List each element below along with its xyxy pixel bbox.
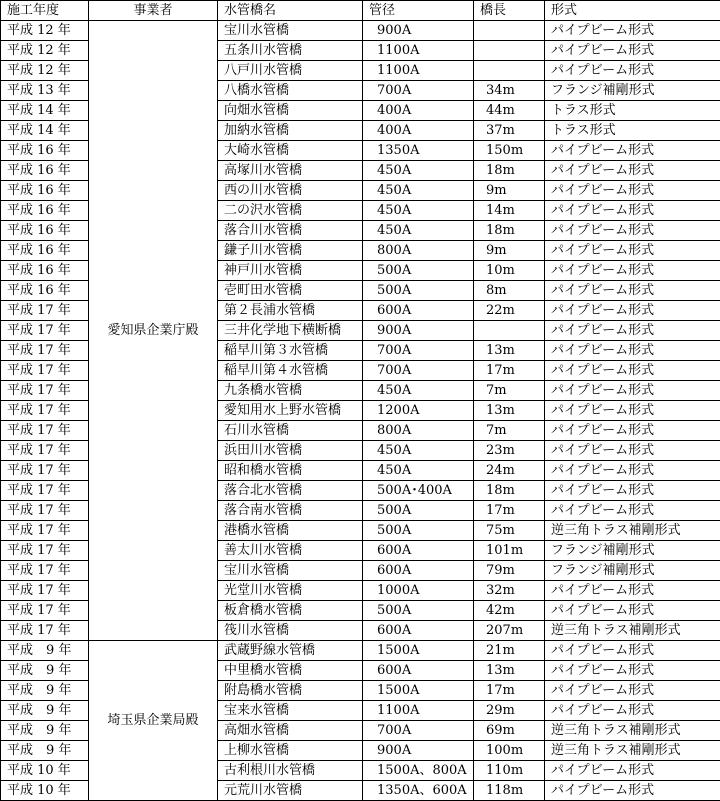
cell-type: パイプビーム形式 [545, 461, 720, 481]
cell-length: 8m [474, 281, 545, 301]
cell-type: パイプビーム形式 [545, 401, 720, 421]
cell-diameter: 600A [363, 561, 474, 581]
header-length: 橋長 [474, 1, 545, 21]
cell-type: 逆三角トラス補剛形式 [545, 621, 720, 641]
cell-type: パイプビーム形式 [545, 601, 720, 621]
cell-length: 110m [474, 761, 545, 781]
cell-bridge: 落合北水管橋 [218, 481, 363, 501]
cell-type: パイプビーム形式 [545, 781, 720, 801]
cell-year: 平成 16 年 [1, 201, 89, 221]
cell-type: フランジ補剛形式 [545, 541, 720, 561]
cell-type: パイプビーム形式 [545, 581, 720, 601]
table-row [1, 21, 720, 41]
cell-year: 平成 16 年 [1, 261, 89, 281]
cell-type: パイプビーム形式 [545, 281, 720, 301]
cell-length: 32m [474, 581, 545, 601]
cell-bridge: 上柳水管橋 [218, 741, 363, 761]
cell-type: フランジ補剛形式 [545, 561, 720, 581]
cell-year: 平成 16 年 [1, 221, 89, 241]
cell-year: 平成 9 年 [1, 721, 89, 741]
cell-length: 7m [474, 421, 545, 441]
cell-type: トラス形式 [545, 101, 720, 121]
cell-year: 平成 16 年 [1, 161, 89, 181]
cell-year: 平成 9 年 [1, 661, 89, 681]
cell-year: 平成 16 年 [1, 141, 89, 161]
cell-bridge: 九条橋水管橋 [218, 381, 363, 401]
cell-type: パイプビーム形式 [545, 201, 720, 221]
cell-length: 13m [474, 341, 545, 361]
cell-type: 逆三角トラス補剛形式 [545, 521, 720, 541]
cell-diameter: 1100A [363, 701, 474, 721]
cell-length: 7m [474, 381, 545, 401]
cell-diameter: 1000A [363, 581, 474, 601]
cell-diameter: 450A [363, 221, 474, 241]
cell-diameter: 1100A [363, 41, 474, 61]
cell-type: パイプビーム形式 [545, 661, 720, 681]
cell-diameter: 450A [363, 381, 474, 401]
cell-bridge: 神戸川水管橋 [218, 261, 363, 281]
cell-diameter: 600A [363, 661, 474, 681]
cell-year: 平成 17 年 [1, 481, 89, 501]
cell-type: パイプビーム形式 [545, 241, 720, 261]
cell-bridge: 西の川水管橋 [218, 181, 363, 201]
cell-diameter: 1200A [363, 401, 474, 421]
cell-length: 75m [474, 521, 545, 541]
cell-bridge: 二の沢水管橋 [218, 201, 363, 221]
cell-length: 24m [474, 461, 545, 481]
cell-year: 平成 9 年 [1, 681, 89, 701]
cell-type: パイプビーム形式 [545, 361, 720, 381]
cell-length: 21m [474, 641, 545, 661]
cell-bridge: 加納水管橋 [218, 121, 363, 141]
cell-bridge: 附島橋水管橋 [218, 681, 363, 701]
cell-length: 18m [474, 481, 545, 501]
cell-bridge: 稲早川第３水管橋 [218, 341, 363, 361]
cell-type: パイプビーム形式 [545, 221, 720, 241]
cell-length: 118m [474, 781, 545, 801]
header-diameter: 管径 [363, 1, 474, 21]
cell-year: 平成 17 年 [1, 541, 89, 561]
cell-bridge: 筏川水管橋 [218, 621, 363, 641]
cell-type: パイプビーム形式 [545, 761, 720, 781]
cell-type: パイプビーム形式 [545, 681, 720, 701]
cell-diameter: 800A [363, 421, 474, 441]
cell-type: パイプビーム形式 [545, 421, 720, 441]
cell-diameter: 600A [363, 621, 474, 641]
cell-year: 平成 9 年 [1, 741, 89, 761]
cell-diameter: 400A [363, 101, 474, 121]
header-year: 施工年度 [1, 1, 89, 21]
cell-bridge: 宝川水管橋 [218, 21, 363, 41]
cell-year: 平成 17 年 [1, 401, 89, 421]
cell-bridge: 愛知用水上野水管橋 [218, 401, 363, 421]
cell-type: パイプビーム形式 [545, 61, 720, 81]
cell-diameter: 900A [363, 741, 474, 761]
cell-year: 平成 17 年 [1, 621, 89, 641]
cell-bridge: 大崎水管橋 [218, 141, 363, 161]
cell-year: 平成 17 年 [1, 461, 89, 481]
cell-type: パイプビーム形式 [545, 701, 720, 721]
cell-diameter: 400A [363, 121, 474, 141]
cell-diameter: 450A [363, 161, 474, 181]
cell-diameter: 700A [363, 721, 474, 741]
cell-bridge: 光堂川水管橋 [218, 581, 363, 601]
cell-year: 平成 12 年 [1, 61, 89, 81]
cell-year: 平成 17 年 [1, 361, 89, 381]
cell-type: パイプビーム形式 [545, 161, 720, 181]
cell-bridge: 武蔵野線水管橋 [218, 641, 363, 661]
cell-length: 150m [474, 141, 545, 161]
cell-year: 平成 10 年 [1, 761, 89, 781]
cell-year: 平成 12 年 [1, 41, 89, 61]
header-owner: 事業者 [89, 1, 218, 21]
cell-diameter: 1500A [363, 641, 474, 661]
cell-length: 101m [474, 541, 545, 561]
cell-diameter: 450A [363, 461, 474, 481]
cell-bridge: 中里橋水管橋 [218, 661, 363, 681]
cell-type: 逆三角トラス補剛形式 [545, 741, 720, 761]
cell-year: 平成 17 年 [1, 421, 89, 441]
cell-diameter: 500A [363, 521, 474, 541]
cell-bridge: 宝来水管橋 [218, 701, 363, 721]
cell-bridge: 稲早川第４水管橋 [218, 361, 363, 381]
cell-length [474, 61, 545, 81]
cell-bridge: 落合川水管橋 [218, 221, 363, 241]
cell-bridge: 八橋水管橋 [218, 81, 363, 101]
cell-length: 42m [474, 601, 545, 621]
header-bridge: 水管橋名 [218, 1, 363, 21]
cell-bridge: 元荒川水管橋 [218, 781, 363, 801]
cell-type: トラス形式 [545, 121, 720, 141]
cell-diameter: 1100A [363, 61, 474, 81]
cell-diameter: 900A [363, 21, 474, 41]
cell-length: 69m [474, 721, 545, 741]
cell-bridge: 高畑水管橋 [218, 721, 363, 741]
cell-diameter: 1350A、600A [363, 781, 474, 801]
cell-bridge: 向畑水管橋 [218, 101, 363, 121]
cell-diameter: 500A [363, 281, 474, 301]
cell-bridge: 高塚川水管橋 [218, 161, 363, 181]
cell-length: 23m [474, 441, 545, 461]
cell-length: 34m [474, 81, 545, 101]
cell-length: 29m [474, 701, 545, 721]
cell-length: 22m [474, 301, 545, 321]
cell-type: パイプビーム形式 [545, 301, 720, 321]
cell-type: パイプビーム形式 [545, 341, 720, 361]
cell-type: パイプビーム形式 [545, 181, 720, 201]
cell-diameter: 500A [363, 501, 474, 521]
cell-year: 平成 17 年 [1, 341, 89, 361]
cell-year: 平成 17 年 [1, 561, 89, 581]
cell-diameter: 500A･400A [363, 481, 474, 501]
cell-diameter: 1350A [363, 141, 474, 161]
cell-year: 平成 17 年 [1, 301, 89, 321]
cell-year: 平成 14 年 [1, 121, 89, 141]
cell-diameter: 450A [363, 181, 474, 201]
cell-year: 平成 16 年 [1, 241, 89, 261]
cell-length: 18m [474, 221, 545, 241]
cell-diameter: 500A [363, 261, 474, 281]
cell-diameter: 1500A、800A [363, 761, 474, 781]
cell-bridge: 八戸川水管橋 [218, 61, 363, 81]
cell-bridge: 鎌子川水管橋 [218, 241, 363, 261]
cell-type: パイプビーム形式 [545, 481, 720, 501]
cell-bridge: 三井化学地下横断橋 [218, 321, 363, 341]
table-header-row [1, 1, 720, 21]
cell-bridge: 板倉橋水管橋 [218, 601, 363, 621]
cell-year: 平成 17 年 [1, 601, 89, 621]
cell-year: 平成 17 年 [1, 321, 89, 341]
cell-year: 平成 13 年 [1, 81, 89, 101]
cell-type: 逆三角トラス補剛形式 [545, 721, 720, 741]
cell-diameter: 500A [363, 601, 474, 621]
table-row [1, 641, 720, 661]
cell-length: 10m [474, 261, 545, 281]
cell-year: 平成 14 年 [1, 101, 89, 121]
cell-bridge: 宝川水管橋 [218, 561, 363, 581]
cell-length: 17m [474, 361, 545, 381]
cell-year: 平成 17 年 [1, 521, 89, 541]
cell-diameter: 450A [363, 201, 474, 221]
cell-diameter: 700A [363, 341, 474, 361]
cell-type: パイプビーム形式 [545, 381, 720, 401]
cell-length: 13m [474, 661, 545, 681]
cell-bridge: 古利根川水管橋 [218, 761, 363, 781]
cell-type: パイプビーム形式 [545, 501, 720, 521]
cell-length: 207m [474, 621, 545, 641]
cell-length: 9m [474, 181, 545, 201]
cell-diameter: 800A [363, 241, 474, 261]
cell-length [474, 21, 545, 41]
cell-type: パイプビーム形式 [545, 441, 720, 461]
cell-type: フランジ補剛形式 [545, 81, 720, 101]
cell-length: 13m [474, 401, 545, 421]
cell-year: 平成 12 年 [1, 21, 89, 41]
cell-type: パイプビーム形式 [545, 41, 720, 61]
cell-type: パイプビーム形式 [545, 141, 720, 161]
cell-length: 100m [474, 741, 545, 761]
cell-bridge: 昭和橋水管橋 [218, 461, 363, 481]
cell-year: 平成 17 年 [1, 381, 89, 401]
cell-year: 平成 9 年 [1, 701, 89, 721]
cell-diameter: 600A [363, 301, 474, 321]
cell-diameter: 1500A [363, 681, 474, 701]
cell-year: 平成 16 年 [1, 181, 89, 201]
cell-year: 平成 17 年 [1, 501, 89, 521]
cell-type: パイプビーム形式 [545, 641, 720, 661]
cell-year: 平成 9 年 [1, 641, 89, 661]
cell-bridge: 壱町田水管橋 [218, 281, 363, 301]
cell-bridge: 石川水管橋 [218, 421, 363, 441]
cell-length: 79m [474, 561, 545, 581]
cell-type: パイプビーム形式 [545, 21, 720, 41]
cell-length: 44m [474, 101, 545, 121]
cell-type: パイプビーム形式 [545, 261, 720, 281]
cell-year: 平成 16 年 [1, 281, 89, 301]
cell-bridge: 五条川水管橋 [218, 41, 363, 61]
cell-diameter: 900A [363, 321, 474, 341]
cell-diameter: 700A [363, 81, 474, 101]
header-type: 形式 [545, 1, 720, 21]
cell-year: 平成 17 年 [1, 581, 89, 601]
cell-type: パイプビーム形式 [545, 321, 720, 341]
cell-length: 17m [474, 681, 545, 701]
cell-bridge: 善太川水管橋 [218, 541, 363, 561]
cell-owner: 愛知県企業庁殿 [89, 21, 218, 641]
cell-bridge: 港橋水管橋 [218, 521, 363, 541]
cell-year: 平成 10 年 [1, 781, 89, 801]
cell-length [474, 41, 545, 61]
table-body [1, 21, 720, 801]
cell-year: 平成 17 年 [1, 441, 89, 461]
cell-length: 18m [474, 161, 545, 181]
cell-diameter: 600A [363, 541, 474, 561]
cell-bridge: 第２長浦水管橋 [218, 301, 363, 321]
cell-diameter: 700A [363, 361, 474, 381]
cell-diameter: 450A [363, 441, 474, 461]
cell-owner: 埼玉県企業局殿 [89, 641, 218, 801]
cell-length: 37m [474, 121, 545, 141]
cell-bridge: 落合南水管橋 [218, 501, 363, 521]
cell-length [474, 321, 545, 341]
cell-length: 14m [474, 201, 545, 221]
cell-length: 17m [474, 501, 545, 521]
cell-bridge: 浜田川水管橋 [218, 441, 363, 461]
cell-length: 9m [474, 241, 545, 261]
